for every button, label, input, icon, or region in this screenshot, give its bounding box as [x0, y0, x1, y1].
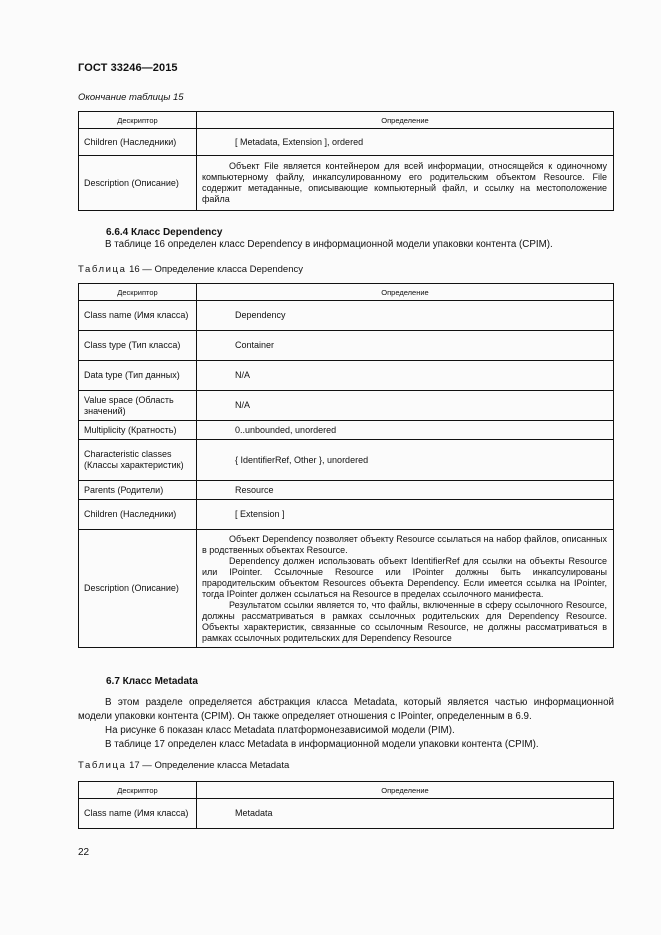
table-row — [79, 421, 614, 440]
descriptor-cell: Class name (Имя класса) — [79, 301, 197, 331]
descriptor-cell: Description (Описание) — [79, 156, 197, 211]
table16-caption-prefix: Таблица — [78, 264, 127, 275]
table-row — [79, 440, 614, 481]
descriptor-cell: Class name (Имя класса) — [79, 799, 197, 829]
table17-caption-text: 17 — Определение класса Metadata — [129, 760, 290, 771]
table-row — [79, 156, 614, 211]
descriptor-cell: Class type (Тип класса) — [79, 331, 197, 361]
col-header-descriptor: Дескриптор — [79, 284, 197, 301]
table-17 — [78, 781, 614, 829]
definition-cell — [197, 156, 614, 211]
table-header-row — [79, 284, 614, 301]
section-heading-67: 6.7 Класс Metadata — [106, 676, 198, 687]
section-664-text: В таблице 16 определен класс Dependency в информационной модели упаковки контента (CPIM). — [105, 239, 553, 250]
descriptor-cell: Data type (Тип данных) — [79, 361, 197, 391]
descriptor-cell: Children (Наследники) — [79, 129, 197, 156]
table-row — [79, 391, 614, 421]
table-row — [79, 530, 614, 648]
col-header-definition: Определение — [197, 284, 614, 301]
description-paragraph: Объект Dependency позволяет объекту Resource ссылаться на набор файлов, описанных в родственных объектах Resource. — [202, 533, 607, 555]
definition-cell: [ Metadata, Extension ], ordered — [197, 129, 614, 156]
col-header-definition: Определение — [197, 112, 614, 129]
descriptor-cell: Description (Описание) — [79, 530, 197, 648]
descriptor-cell: Value space (Область значений) — [79, 391, 197, 421]
definition-cell: Container — [197, 331, 614, 361]
definition-cell: N/A — [197, 361, 614, 391]
definition-cell — [197, 530, 614, 648]
descriptor-cell: Parents (Родители) — [79, 481, 197, 500]
table-row — [79, 129, 614, 156]
descriptor-cell: Multiplicity (Кратность) — [79, 421, 197, 440]
table17-caption — [78, 760, 289, 771]
table-row — [79, 799, 614, 829]
section-heading-664: 6.6.4 Класс Dependency — [106, 227, 223, 238]
definition-cell: Dependency — [197, 301, 614, 331]
table-header-row — [79, 782, 614, 799]
table-row — [79, 481, 614, 500]
col-header-definition: Определение — [197, 782, 614, 799]
section-67-paragraph-2: На рисунке 6 показан класс Metadata платформонезависимой модели (PIM). — [105, 725, 455, 736]
definition-text: Объект File является контейнером для всей информации, относящейся к одиночному компьютерному файлу, инкапсулированному его родительским объектом Resource. File содержит метаданные, описывающие компьютерный файл, и ссылку на местоположение файла — [202, 161, 607, 204]
definition-cell: Metadata — [197, 799, 614, 829]
standard-header: ГОСТ 33246—2015 — [78, 62, 178, 74]
table16-caption-text: 16 — Определение класса Dependency — [129, 264, 304, 275]
col-header-descriptor: Дескриптор — [79, 112, 197, 129]
definition-cell: 0..unbounded, unordered — [197, 421, 614, 440]
definition-cell: [ Extension ] — [197, 500, 614, 530]
table-header-row — [79, 112, 614, 129]
table17-caption-prefix: Таблица — [78, 760, 127, 771]
table16-caption — [78, 264, 303, 275]
definition-cell: { IdentifierRef, Other }, unordered — [197, 440, 614, 481]
table-row — [79, 500, 614, 530]
page-number: 22 — [78, 847, 90, 858]
descriptor-cell: Characteristic classes (Классы характеристик) — [79, 440, 197, 481]
table-row — [79, 331, 614, 361]
description-paragraph: Dependency должен использовать объект IdentifierRef для ссылки на объекты Resource или IPointer. Ссылочные Resource или IPointer должны быть инкапсулированы прародительским объектом Resources объекта Dependency. Если имеется ссылка на IPointer, тогда IPointer должен ссылаться на Resource в пределах ссылочного манифеста. — [202, 555, 607, 599]
definition-cell: Resource — [197, 481, 614, 500]
col-header-descriptor: Дескриптор — [79, 782, 197, 799]
section-67-paragraph-3: В таблице 17 определен класс Metadata в информационной модели упаковки контента (CPIM). — [105, 739, 539, 750]
descriptor-cell: Children (Наследники) — [79, 500, 197, 530]
section-67-paragraph-1: В этом разделе определяется абстракция класса Metadata, который является частью информационной модели упаковки контента (CPIM). Он также определяет отношения с IPointer, определенным в 6.9. — [78, 697, 614, 722]
table-15 — [78, 111, 614, 211]
table-16 — [78, 283, 614, 648]
table15-caption: Окончание таблицы 15 — [78, 92, 184, 103]
table-row — [79, 361, 614, 391]
description-paragraph: Результатом ссылки является то, что файлы, включенные в сферу ссылочного Resource, должны рассматриваться в рамках ссылочных родительских для Dependency Resource. Объекты характеристик, связанные со ссылочным Resource, не должны рассматриваться в рамках ссылочных родительских для Dependency Resource — [202, 599, 607, 643]
table-row — [79, 301, 614, 331]
definition-cell: N/A — [197, 391, 614, 421]
